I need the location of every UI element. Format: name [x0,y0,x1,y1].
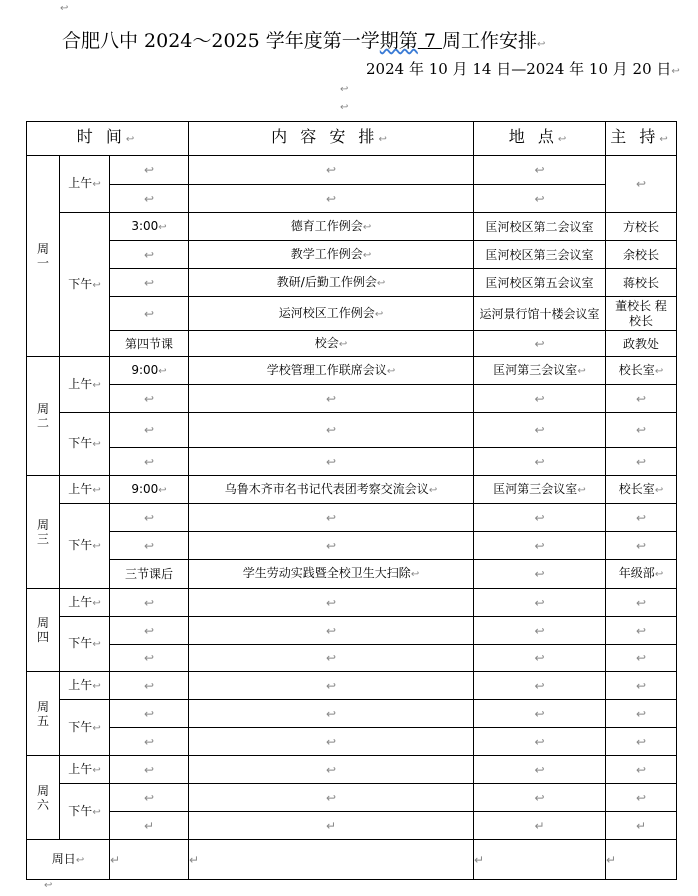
content-cell: 校会↩ [189,331,474,357]
table-row: 周 四 上午↩ ↩ ↩ ↩ ↩ [27,589,677,617]
table-row: 周日↩ ↵ ↵ ↵ ↵ [27,840,677,880]
half-label-am: 上午↩ [60,156,110,213]
time-cell: 9:00↩ [110,476,189,504]
content-cell: 学生劳动实践暨全校卫生大扫除↩ [189,560,474,589]
header-time: 时 间↩ [27,122,189,156]
table-row: ↩ ↩ ↩ ↩ [27,448,677,476]
time-cell: 第四节课 [110,331,189,357]
day-label-mon: 周 一 [27,156,60,357]
header-host: 主 持↩ [606,122,677,156]
table-row: 三节课后 学生劳动实践暨全校卫生大扫除↩ ↩ 年级部↩ [27,560,677,589]
table-row: 第四节课 校会↩ ↩ 政教处 [27,331,677,357]
table-row: 下午↩ ↩ ↩ ↩ ↩ [27,504,677,532]
table-row: ↩ ↩ ↩ ↩ [27,645,677,672]
content-cell: 教研/后勤工作例会↩ [189,269,474,297]
place-cell: 匡河第三会议室↩ [474,357,606,385]
day-label-thu: 周 四 [27,589,60,672]
time-cell: 3:00↩ [110,213,189,241]
half-label-am: 上午↩ [60,672,110,700]
header-place: 地 点↩ [474,122,606,156]
host-cell: 余校长 [606,241,677,269]
week-number: 7 [417,30,442,52]
day-label-wed: 周 三 [27,476,60,589]
table-row: ↩ ↩ ↩ ↩ [27,728,677,756]
schedule-table [26,121,677,880]
place-cell: 匡河校区第五会议室 [474,269,606,297]
table-row [27,476,677,504]
table-row: 周 一 上午↩ ↩ ↩ ↩ ↩ [27,156,677,185]
table-row [27,357,677,385]
table-row: ↩ 教学工作例会↩ 匡河校区第三会议室 余校长 [27,241,677,269]
content-cell: 乌鲁木齐市名书记代表团考察交流会议↩ [189,476,474,504]
date-range: 2024 年 10 月 14 日—2024 年 10 月 20 日↩ [366,60,680,78]
table-row: ↵ ↵ ↵ ↵ [27,812,677,840]
table-row: 周 六 上午↩ ↩ ↩ ↩ ↩ [27,756,677,784]
half-label-pm: 下午↩ [60,213,110,357]
place-cell: 匡河校区第三会议室 [474,241,606,269]
half-label-am: 上午↩ [60,756,110,784]
table-row: 下午↩ ↩ ↩ ↩ ↩ [27,413,677,448]
table-row: ↩ ↩ ↩ [27,185,677,213]
paragraph-mark: ↩ [60,3,69,14]
table-row: 下午↩ ↩ ↩ ↩ ↩ [27,784,677,812]
place-cell: 匡河校区第二会议室 [474,213,606,241]
half-label-pm: 下午↩ [60,700,110,756]
half-label-am: 上午↩ [60,476,110,504]
title-wavy: 期第 [379,30,418,52]
host-cell: 政教处 [606,331,677,357]
time-cell: 三节课后 [110,560,189,589]
table-row [27,213,677,241]
content-cell: 学校管理工作联席会议↩ [189,357,474,385]
title-prefix: 合肥八中 2024～2025 学年度第一学 [62,30,380,52]
half-label-pm: 下午↩ [60,617,110,672]
content-cell: 运河校区工作例会↩ [189,297,474,331]
half-label-am: 上午↩ [60,357,110,413]
half-label-pm: 下午↩ [60,504,110,589]
table-row: ↩ 运河校区工作例会↩ 运河景行馆十楼会议室 董校长 程校长 [27,297,677,331]
paragraph-mark: ↩ [340,102,349,113]
header-row [27,122,677,156]
page-title: 合肥八中 2024～2025 学年度第一学期第 7 周工作安排↩ [62,30,546,52]
content-cell: 教学工作例会↩ [189,241,474,269]
table-row: ↩ 教研/后勤工作例会↩ 匡河校区第五会议室 蒋校长 [27,269,677,297]
title-suffix: 周工作安排 [441,30,537,52]
table-row: 下午↩ ↩ ↩ ↩ ↩ [27,617,677,645]
table-row: 周 五 上午↩ ↩ ↩ ↩ ↩ [27,672,677,700]
place-cell: 匡河第三会议室↩ [474,476,606,504]
host-cell: 年级部↩ [606,560,677,589]
table-row: 下午↩ ↩ ↩ ↩ ↩ [27,700,677,728]
host-cell: 校长室↩ [606,476,677,504]
content-cell: 德育工作例会↩ [189,213,474,241]
host-cell: 董校长 程校长 [606,297,677,331]
place-cell: 运河景行馆十楼会议室 [474,297,606,331]
host-cell: 校长室↩ [606,357,677,385]
day-label-tue: 周 二 [27,357,60,476]
host-cell: 蒋校长 [606,269,677,297]
half-label-pm: 下午↩ [60,413,110,476]
day-label-sat: 周 六 [27,756,60,840]
header-content: 内 容 安 排↩ [189,122,474,156]
paragraph-mark: ↩ [340,84,349,95]
host-cell: 方校长 [606,213,677,241]
half-label-pm: 下午↩ [60,784,110,840]
half-label-am: 上午↩ [60,589,110,617]
table-row: ↩ ↩ ↩ ↩ [27,532,677,560]
day-label-fri: 周 五 [27,672,60,756]
table-row: ↩ ↩ ↩ ↩ [27,385,677,413]
paragraph-mark: ↩ [44,880,53,891]
day-label-sun: 周日↩ [27,840,110,880]
time-cell: 9:00↩ [110,357,189,385]
